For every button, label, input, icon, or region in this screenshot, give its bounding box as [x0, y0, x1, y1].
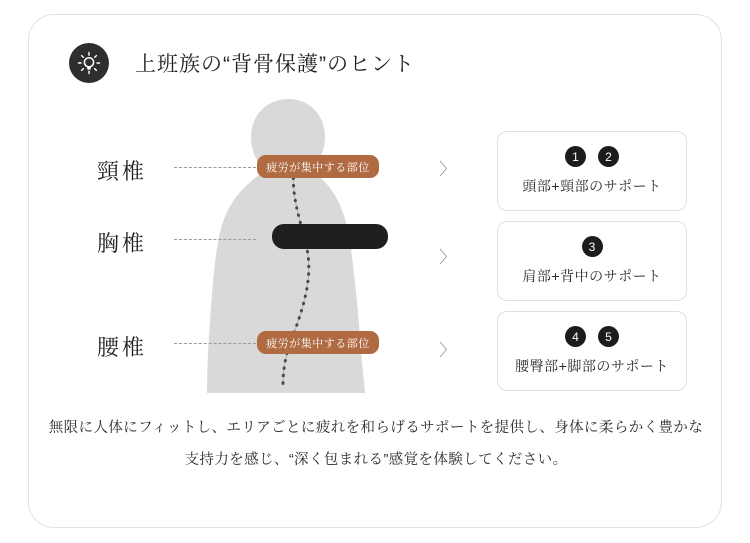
- badge: 2: [598, 146, 619, 167]
- support-box-hip-legs: [497, 311, 687, 391]
- leader-line-thoracic: [174, 239, 256, 240]
- support-box-caption: 頭部+頸部のサポート: [522, 178, 662, 194]
- badge-group: [565, 326, 619, 347]
- figure-area: [29, 93, 723, 393]
- footer-line-2: 支持力を感じ、“深く包まれる”感覚を体験してください。: [184, 451, 568, 468]
- chevron-right-icon: 〉: [439, 160, 456, 179]
- header: [69, 43, 415, 83]
- spine-label-cervical: 頸椎: [97, 159, 148, 184]
- support-box-caption: 肩部+背中のサポート: [522, 268, 662, 284]
- badge-group: [565, 146, 619, 167]
- spine-label-thoracic: 胸椎: [97, 231, 148, 256]
- diagram-card: [28, 14, 722, 528]
- chevron-right-icon: 〉: [439, 248, 456, 267]
- support-box-shoulder-back: [497, 221, 687, 301]
- support-bar-thoracic: [272, 224, 388, 249]
- fatigue-zone-lumbar: 疲労が集中する部位: [257, 331, 379, 354]
- chevron-right-icon: 〉: [439, 341, 456, 360]
- badge: 3: [582, 236, 603, 257]
- leader-line-cervical: [174, 167, 256, 168]
- fatigue-zone-cervical: 疲労が集中する部位: [257, 155, 379, 178]
- spine-label-lumbar: 腰椎: [97, 335, 148, 360]
- support-box-head-neck: [497, 131, 687, 211]
- footer-description: [29, 413, 723, 477]
- badge: 5: [598, 326, 619, 347]
- page-title: 上班族の“背骨保護”のヒント: [135, 53, 415, 76]
- badge: 4: [565, 326, 586, 347]
- badge-group: [582, 236, 603, 257]
- lightbulb-icon: [69, 43, 109, 83]
- leader-line-lumbar: [174, 343, 256, 344]
- footer-line-1: 無限に人体にフィットし、エリアごとに疲れを和らげるサポートを提供し、身体に柔らかく豊かな: [48, 420, 704, 436]
- badge: 1: [565, 146, 586, 167]
- support-box-caption: 腰臀部+脚部のサポート: [515, 358, 669, 374]
